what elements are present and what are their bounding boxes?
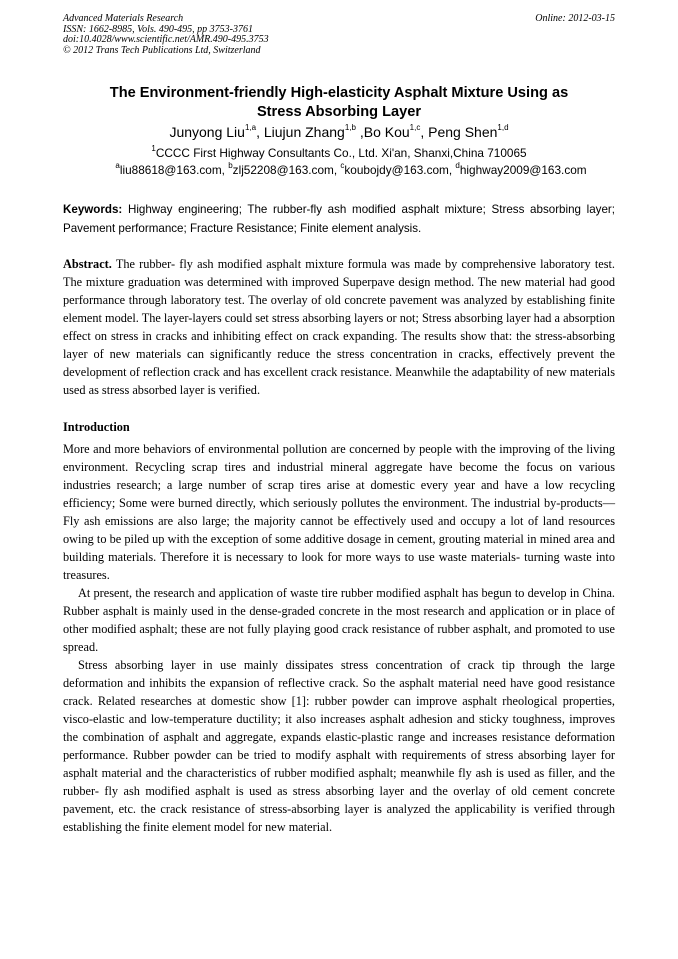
abstract-text: The rubber- fly ash modified asphalt mixture formula was made by comprehensive laboratory test. The mixture graduation was determined with improved Superpave design method. The new material had good performance through laboratory test. The overlay of old concrete pavement was analyzed by establishing finite element model. The layer-layers could set stress absorbing layers or not; Stress absorbing layer had a absorption effect on stress in cracks and inhibiting effect on crack expanding. The results show that: the stress-absorbing layer of new materials can significantly reduce the stress concentration in cracks, effectively prevent the development of reflection crack and has excellent crack resistance. Meanwhile the adaptability of new materials used as stress absorbed layer is verified.: [63, 257, 615, 397]
email-address[interactable]: koubojdy@163.com,: [344, 163, 453, 177]
author-list: [63, 122, 615, 142]
affiliation: [63, 145, 615, 162]
author-separator: ,: [256, 124, 264, 140]
journal-name: Advanced Materials Research: [63, 13, 184, 24]
affiliation-mark: 1: [151, 144, 156, 154]
author-separator: ,: [420, 124, 429, 140]
author-name: Bo Kou: [363, 124, 410, 140]
journal-header: [63, 14, 615, 62]
keywords-text: Highway engineering; The rubber-fly ash modified asphalt mixture; Stress absorbing layer; Pavement performance; Fracture Resistance; Finite element analysis.: [63, 203, 615, 235]
paper-title: [63, 84, 615, 122]
email-mark: a: [115, 161, 120, 171]
author-affiliation-mark: 1,b: [344, 123, 356, 133]
email-address[interactable]: highway2009@163.com: [459, 163, 587, 177]
introduction-paragraph: At present, the research and application of waste tire rubber modified asphalt has begun to develop in China. Rubber asphalt is mainly used in the dense-graded concrete in the most research and application or in place of other modified asphalt; these are not fully playing good crack resistance of rubber asphalt, and promoted to use spread.: [63, 586, 615, 654]
paper-title-line-1: The Environment-friendly High-elasticity Asphalt Mixture Using as: [109, 85, 569, 101]
online-date: Online: 2012-03-15: [535, 13, 615, 24]
paper-title-line-2: Stress Absorbing Layer: [256, 104, 422, 120]
keywords-label: Keywords:: [63, 203, 123, 216]
author-affiliation-mark: 1,d: [497, 123, 509, 133]
abstract-label: Abstract.: [63, 257, 112, 271]
introduction-heading: Introduction: [63, 420, 130, 434]
author-separator: ,: [355, 124, 364, 140]
issn-line: ISSN: 1662-8985, Vols. 490-495, pp 3753-3761: [63, 23, 253, 35]
author-affiliation-mark: 1,c: [409, 123, 421, 133]
copyright-line: © 2012 Trans Tech Publications Ltd, Switzerland: [63, 44, 261, 56]
email-mark: c: [340, 161, 345, 171]
email-mark: b: [228, 161, 233, 171]
author-name: Liujun Zhang: [263, 124, 345, 140]
author-name: Peng Shen: [428, 124, 498, 140]
email-address[interactable]: zlj52208@163.com,: [232, 163, 338, 177]
author-emails: [63, 162, 615, 179]
introduction-paragraph: More and more behaviors of environmental pollution are concerned by people with the improving of the living environment. Recycling scrap tires and industrial mineral aggregate have become the focus on various industries research; a large number of scrap tires arise at domestic every year and have a low recycling efficiency; Some were burned directly, which seriously pollutes the environment. The industrial by-products—Fly ash emissions are also large; the majority cannot be effectively used and occupy a lot of land resources owing to be piled up with the exception of some additive dosage in cement, grouting material in mined area and building materials. Therefore it is necessary to look for more ways to use waste materials- turning waste into treasures.: [63, 442, 615, 582]
doi-line: doi:10.4028/www.scientific.net/AMR.490-495.3753: [63, 34, 269, 45]
introduction-paragraph: Stress absorbing layer in use mainly dissipates stress concentration of crack tip through the large deformation and inhibits the expansion of reflective crack. So the asphalt material need have good resistance crack. Related researches at domestic show [1]: rubber powder can improve asphalt rheological properties, visco-elastic and low-temperature ductility; it also increases asphalt adhesion and sticky toughness, improves the combination of asphalt and aggregate, expands elastic-plastic range and increases resistance deformation performance. Rubber powder can be tried to modify asphalt with requirements of stress absorbing layer for asphalt material and the characteristics of rubber modified asphalt; meanwhile fly ash is used as filler, and the rubber- fly ash modified asphalt is used as stress absorbing layer and the overlay of old cement concrete pavement, etc. the crack resistance of stress-absorbing layer is analyzed the applicability is verified through establishing the finite element model for new material.: [63, 658, 615, 834]
author-name: Junyong Liu: [169, 124, 245, 140]
keywords-section: [63, 200, 615, 238]
affiliation-text: CCCC First Highway Consultants Co., Ltd. Xi'an, Shanxi,China 710065: [155, 146, 527, 160]
email-mark: d: [455, 161, 460, 171]
abstract-section: [63, 255, 615, 399]
email-address[interactable]: liu88618@163.com,: [119, 163, 225, 177]
author-affiliation-mark: 1,a: [244, 123, 257, 133]
